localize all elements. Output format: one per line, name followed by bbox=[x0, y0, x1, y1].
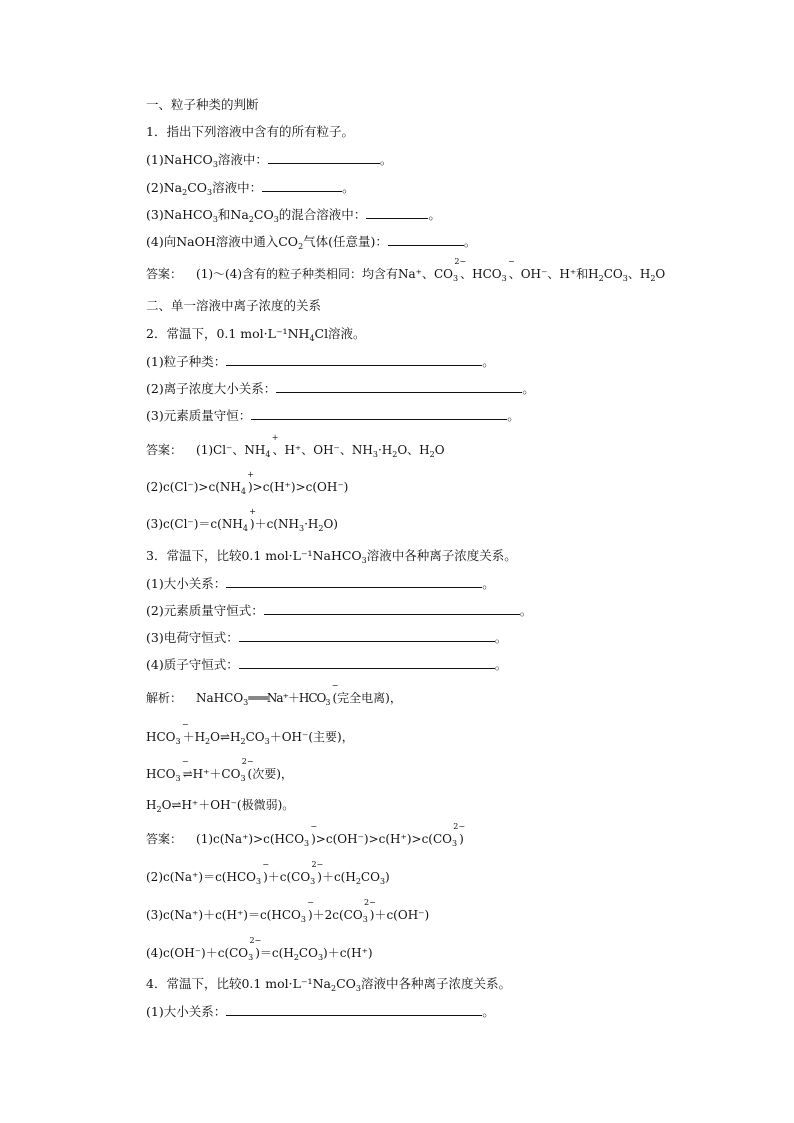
answer-blank[interactable] bbox=[262, 180, 342, 192]
question-3-answer-3: $(3)c(Na^+)+c(H^+)=c(HCO_3$ − )$+2c(CO_3$ 2− )＋c(OH⁻) bbox=[146, 898, 430, 924]
question-2-answer-1: 答案： (1)Cl⁻、$NH_4$ + 、H⁺、OH⁻、$NH_3\cdot H_2O$、$H_2O$ bbox=[146, 433, 445, 459]
question-3-title: 3．常温下，比较0.1 mol·L⁻¹NaHCO$_3$溶液中各种离子浓度关系。 bbox=[146, 548, 517, 565]
question-2-title: 2．常温下，0.1 $mol\cdot L^{-1}NH_4Cl$溶液。 bbox=[146, 326, 366, 343]
question-1-part-2: $(2)Na_2CO_3$溶液中： 。 bbox=[146, 180, 355, 197]
question-3-analysis-4: $H_2O\rightleftharpoons H^++OH^-$(极微弱)。 bbox=[146, 798, 295, 814]
question-4-title: 4．常温下，比较0.1 $mol\cdot L^{-1}Na_2CO_3$溶液中各种离子浓度关系。 bbox=[146, 976, 511, 993]
answer-blank[interactable] bbox=[239, 630, 495, 642]
question-3-answer-1: 答案： $(1)c(Na^+)>c(HCO_3$ − )$>c(OH^-)>c(H^+)>c(CO_3$ 2− ) bbox=[146, 822, 466, 848]
question-3-part-3: (3)电荷守恒式： 。 bbox=[146, 630, 508, 645]
question-2-answer-2: $(2)c(Cl^-)>c(NH_4$ + )>c(H⁺)>c(OH⁻) bbox=[146, 470, 349, 496]
answer-blank[interactable] bbox=[239, 657, 495, 669]
question-3-answer-2: $(2)c(Na^+)=c(HCO_3$ − )$+c(CO_3$ 2− )$+c(H_2CO_3)$ bbox=[146, 860, 390, 886]
answer-blank[interactable] bbox=[226, 576, 482, 588]
answer-blank[interactable] bbox=[366, 207, 428, 219]
question-1-title: 1．指出下列溶液中含有的所有粒子。 bbox=[146, 124, 354, 139]
question-3-part-2: (2)元素质量守恒式： 。 bbox=[146, 603, 533, 618]
answer-blank[interactable] bbox=[226, 354, 482, 366]
answer-blank[interactable] bbox=[251, 408, 507, 420]
question-3-part-4: (4)质子守恒式： 。 bbox=[146, 657, 508, 672]
section-1-heading: 一、粒子种类的判断 bbox=[146, 97, 259, 112]
question-3-analysis-3: $HCO_3$ − $\rightleftharpoons H^++CO_3$ 2− (次要)， bbox=[146, 757, 293, 783]
question-1-part-1: (1)NaHCO$_3$溶液中： 。 bbox=[146, 152, 393, 169]
section-2-heading: 二、单一溶液中离子浓度的关系 bbox=[146, 298, 322, 313]
question-2-answer-3: $(3)c(Cl^-)=c(NH_4$ + )$+c(NH_3\cdot H_2O)$ bbox=[146, 507, 338, 533]
question-1-part-4: (4)向NaOH溶液中通入$CO_2$气体(任意量)： 。 bbox=[146, 234, 477, 251]
answer-blank[interactable] bbox=[276, 381, 522, 393]
answer-blank[interactable] bbox=[388, 234, 464, 246]
question-3-part-1: (1)大小关系： 。 bbox=[146, 576, 495, 591]
answer-blank[interactable] bbox=[226, 1004, 482, 1016]
question-4-part-1: (1)大小关系： 。 bbox=[146, 1004, 495, 1019]
question-3-answer-4: $(4)c(OH^-)+c(CO_3$ 2− )$=c(H_2CO_3)+c(H^+)$ bbox=[146, 936, 373, 962]
question-1-part-3: (3)NaHCO$_3$和$Na_2CO_3$的混合溶液中： 。 bbox=[146, 207, 441, 224]
question-2-part-1: (1)粒子种类： 。 bbox=[146, 354, 495, 369]
question-2-part-3: (3)元素质量守恒： 。 bbox=[146, 408, 520, 423]
answer-blank[interactable] bbox=[268, 152, 380, 164]
question-3-analysis-1: 解析： $NaHCO_3═══Na^++HCO_3$ − (完全电离)， bbox=[146, 681, 402, 707]
answer-blank[interactable] bbox=[264, 603, 520, 615]
question-3-analysis-2: $HCO_3$ − $+H_2O\rightleftharpoons H_2CO_3+OH^-$(主要)， bbox=[146, 720, 354, 746]
question-2-part-2: (2)离子浓度大小关系： 。 bbox=[146, 381, 535, 396]
question-1-answer: 答案： (1)～(4)含有的粒子种类相同：均含有Na⁺、$CO_3$ 2− 、$HCO_3$ − 、OH⁻、H⁺和$H_2CO_3$、$H_2O$ bbox=[146, 257, 666, 283]
